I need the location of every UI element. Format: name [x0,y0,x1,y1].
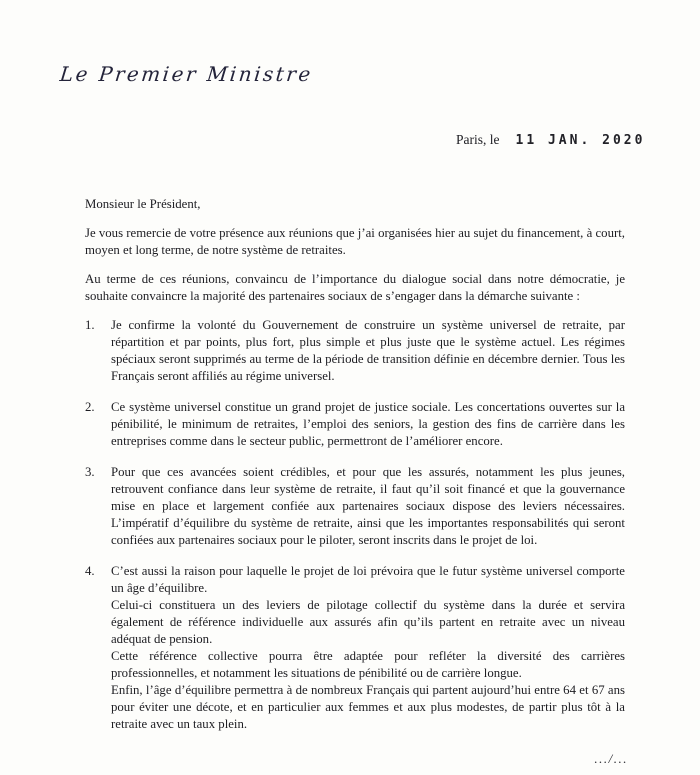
item-text [111,399,625,450]
item-number: 3. [85,465,95,479]
list-item [85,399,625,450]
list-item [85,317,625,385]
letterhead-title: Le Premier Ministre [58,62,315,86]
item-paragraph: Celui-ci constituera un des leviers de pilotage collectif du système dans la durée et servira également de référence individuelle aux assurés afin qu’ils partent en retraite avec un niveau adéquat de pension. [111,598,625,646]
dateline [456,132,645,148]
item-paragraph: Enfin, l’âge d’équilibre permettra à de nombreux Français qui partent aujourd’hui entre 64 et 67 ans pour éviter une décote, et en particulier aux femmes et aux plus modestes, de partir plus tôt à la retraite avec un taux plein. [111,683,625,731]
item-text [111,563,625,733]
list-item [85,464,625,549]
item-number: 1. [85,318,95,332]
letter-body [85,196,625,747]
intro-paragraph: Je vous remercie de votre présence aux réunions que j’ai organisées hier au sujet du financement, à court, moyen et long terme, de notre système de retraites. [85,226,625,257]
item-paragraph: C’est aussi la raison pour laquelle le projet de loi prévoira que le futur système universel comporte un âge d’équilibre. [111,564,625,595]
dateline-place: Paris, le [456,132,500,147]
numbered-list [85,317,625,733]
item-paragraph: Cette référence collective pourra être adaptée pour refléter la diversité des carrières professionnelles, et notamment les situations de pénibilité ou de carrière longue. [111,649,625,680]
intro-paragraph: Au terme de ces réunions, convaincu de l’importance du dialogue social dans notre démocratie, je souhaite convaincre la majorité des partenaires sociaux de s’engager dans la démarche suivante : [85,272,625,303]
item-number: 4. [85,564,95,578]
item-text [111,464,625,549]
item-paragraph: Je confirme la volonté du Gouvernement de construire un système universel de retraite, par répartition et par points, plus fort, plus simple et plus juste que le système actuel. Les régimes spéciaux seront supprimés au terme de la période de transition définie en décembre dernier. Tous les Français seront affiliés au régime universel. [111,318,625,383]
salutation: Monsieur le Président, [85,197,201,211]
date-stamp: 11 JAN. 2020 [515,133,646,148]
item-paragraph: Ce système universel constitue un grand projet de justice sociale. Les concertations ouvertes sur la pénibilité, le minimum de retraites, l’emploi des seniors, la gestion des fins de carrière dans les entreprises comme dans le secteur public, permettront de l’améliorer encore. [111,400,625,448]
continuation-mark: .../... [594,751,628,766]
item-number: 2. [85,400,95,414]
list-item [85,563,625,733]
item-text [111,317,625,385]
item-paragraph: Pour que ces avancées soient crédibles, et pour que les assurés, notamment les plus jeunes, retrouvent confiance dans leur système de retraite, il faut qu’il soit financé et que la gouvernance mise en place et largement confiée aux partenaires sociaux dispose des leviers nécessaires. L’impératif d’équilibre du système de retraite, ainsi que les importantes responsabilités qui seront confiées aux partenaires sociaux pour le piloter, seront inscrits dans le projet de loi. [111,465,625,547]
